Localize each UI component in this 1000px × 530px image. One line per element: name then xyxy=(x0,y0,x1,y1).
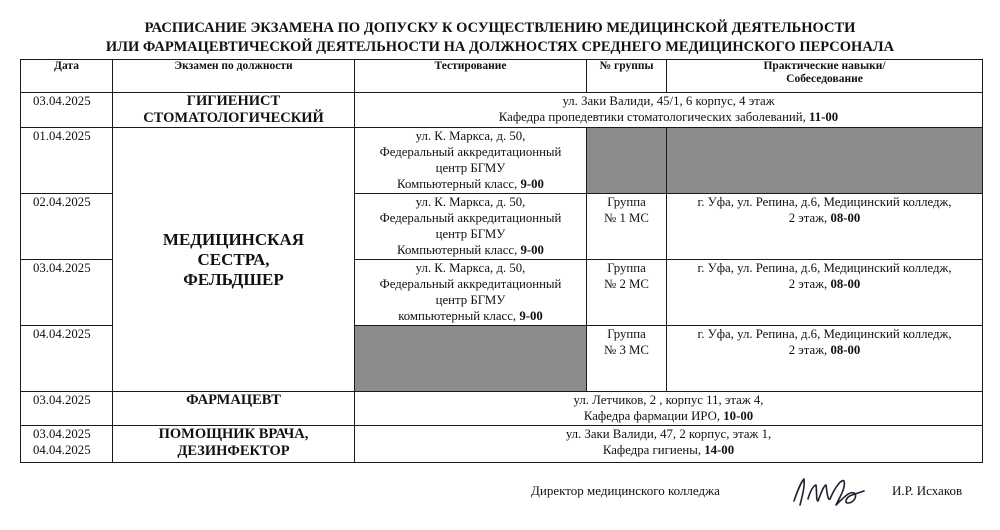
testing-cell xyxy=(355,194,587,260)
date-cell: 03.04.2025 04.04.2025 xyxy=(21,426,113,463)
column-header-group: № группы xyxy=(587,60,667,93)
text-line: г. Уфа, ул. Репина, д.6, Медицинский колледж, xyxy=(697,261,952,275)
date-cell: 03.04.2025 xyxy=(21,260,113,326)
text-line: Кафедра фармации ИРО, 10-00 xyxy=(583,409,754,423)
exam-schedule-table xyxy=(20,59,983,463)
text-line: центр БГМУ xyxy=(435,293,506,307)
text-line: 2 этаж, 08-00 xyxy=(788,343,861,357)
venue-cell-pharmacist xyxy=(355,392,983,426)
date-cell: 03.04.2025 xyxy=(21,392,113,426)
table-row xyxy=(21,93,983,128)
practical-cell xyxy=(667,326,983,392)
date-cell: 04.04.2025 xyxy=(21,326,113,392)
redacted-block xyxy=(355,326,587,392)
document-title xyxy=(0,19,1000,57)
text-line: центр БГМУ xyxy=(435,161,506,175)
position-cell-pharmacist: ФАРМАЦЕВТ xyxy=(113,392,355,426)
position-cell-hygienist: ГИГИЕНИСТ СТОМАТОЛОГИЧЕСКИЙ xyxy=(113,93,355,128)
text-line: Кафедра пропедевтики стоматологических заболеваний, 11-00 xyxy=(498,110,839,124)
text-line: Компьютерный класс, 9-00 xyxy=(397,177,544,191)
table-row xyxy=(21,128,983,194)
practical-cell xyxy=(667,194,983,260)
text-line: центр БГМУ xyxy=(435,227,506,241)
text-line: Кафедра гигиены, 14-00 xyxy=(602,443,735,457)
text-line: Федеральный аккредитационный xyxy=(379,277,562,291)
column-header-practical: Практические навыки/ Собеседование xyxy=(667,60,983,93)
text-line: ул. Заки Валиди, 45/1, 6 корпус, 4 этаж xyxy=(562,94,775,108)
testing-cell xyxy=(355,260,587,326)
position-cell-nurse: МЕДИЦИНСКАЯ СЕСТРА, ФЕЛЬДШЕР xyxy=(113,128,355,392)
handwritten-signature xyxy=(788,475,868,509)
text-line: г. Уфа, ул. Репина, д.6, Медицинский колледж, xyxy=(697,327,952,341)
signer-title: Директор медицинского колледжа xyxy=(531,483,720,498)
text-line: 2 этаж, 08-00 xyxy=(788,211,861,225)
signature-block xyxy=(0,475,1000,515)
group-cell: Группа № 2 МС xyxy=(587,260,667,326)
signer-name: И.Р. Исхаков xyxy=(892,483,963,498)
text-line: ул. Летчиков, 2 , корпус 11, этаж 4, xyxy=(573,393,764,407)
text-line: Федеральный аккредитационный xyxy=(379,145,562,159)
text-line: 2 этаж, 08-00 xyxy=(788,277,861,291)
venue-cell-assistant xyxy=(355,426,983,463)
title-line-2: ИЛИ ФАРМАЦЕВТИЧЕСКОЙ ДЕЯТЕЛЬНОСТИ НА ДОЛЖНОСТЯХ СРЕДНЕГО МЕДИЦИНСКОГО ПЕРСОНАЛА xyxy=(105,39,895,55)
text-line: компьютерный класс, 9-00 xyxy=(398,309,543,323)
text-line: Компьютерный класс, 9-00 xyxy=(397,243,544,257)
title-line-1: РАСПИСАНИЕ ЭКЗАМЕНА ПО ДОПУСКУ К ОСУЩЕСТВЛЕНИЮ МЕДИЦИНСКОЙ ДЕЯТЕЛЬНОСТИ xyxy=(144,20,856,36)
table-row xyxy=(21,426,983,463)
column-header-testing: Тестирование xyxy=(355,60,587,93)
date-cell: 01.04.2025 xyxy=(21,128,113,194)
text-line: Федеральный аккредитационный xyxy=(379,211,562,225)
group-cell: Группа № 1 МС xyxy=(587,194,667,260)
date-cell: 02.04.2025 xyxy=(21,194,113,260)
text-line: ул. К. Маркса, д. 50, xyxy=(415,195,526,209)
table-row xyxy=(21,392,983,426)
text-line: г. Уфа, ул. Репина, д.6, Медицинский колледж, xyxy=(697,195,952,209)
column-header-position: Экзамен по должности xyxy=(113,60,355,93)
table-header-row xyxy=(21,60,983,93)
redacted-block xyxy=(587,128,667,194)
redacted-block xyxy=(667,128,983,194)
venue-cell-hygienist xyxy=(355,93,983,128)
position-cell-assistant: ПОМОЩНИК ВРАЧА, ДЕЗИНФЕКТОР xyxy=(113,426,355,463)
practical-cell xyxy=(667,260,983,326)
group-cell: Группа № 3 МС xyxy=(587,326,667,392)
date-cell: 03.04.2025 xyxy=(21,93,113,128)
column-header-date: Дата xyxy=(21,60,113,93)
text-line: ул. К. Маркса, д. 50, xyxy=(415,129,526,143)
text-line: ул. К. Маркса, д. 50, xyxy=(415,261,526,275)
testing-cell xyxy=(355,128,587,194)
text-line: ул. Заки Валиди, 47, 2 корпус, этаж 1, xyxy=(565,427,772,441)
